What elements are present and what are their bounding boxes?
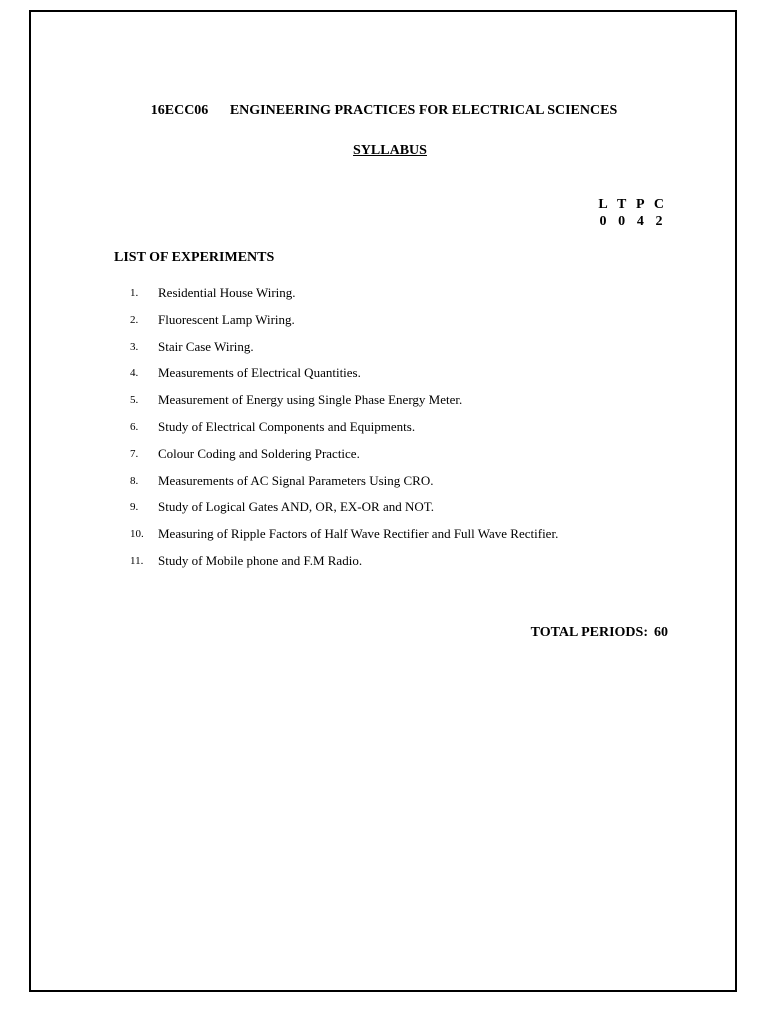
list-item-number: 2. xyxy=(130,313,139,326)
list-item-number: 6. xyxy=(130,420,139,433)
ltpc-label-l: L xyxy=(598,197,608,212)
list-item xyxy=(130,499,558,526)
ltpc-values-row xyxy=(596,213,666,230)
list-item-text: Residential House Wiring. xyxy=(158,285,296,300)
ltpc-value-c: 2 xyxy=(655,214,663,229)
ltpc-value-l: 0 xyxy=(599,214,607,229)
experiments-heading: LIST OF EXPERIMENTS xyxy=(114,250,275,265)
ltpc-value-t: 0 xyxy=(618,214,626,229)
list-item-number: 3. xyxy=(130,340,139,353)
list-item xyxy=(130,446,558,473)
list-item xyxy=(130,473,558,500)
list-item xyxy=(130,419,558,446)
ltpc-label-t: T xyxy=(616,197,627,212)
course-title xyxy=(0,103,768,119)
total-periods xyxy=(531,625,668,641)
list-item xyxy=(130,312,558,339)
list-item-number: 9. xyxy=(130,501,139,514)
list-item-text: Measurements of AC Signal Parameters Using CRO. xyxy=(158,472,434,488)
ltpc-label-c: C xyxy=(653,197,665,212)
ltpc-label-p: P xyxy=(636,197,645,212)
ltpc-labels-row xyxy=(596,196,666,213)
list-item-number: 5. xyxy=(130,394,139,407)
list-item xyxy=(130,365,558,392)
list-item xyxy=(130,339,558,366)
list-item xyxy=(130,553,558,580)
list-item-text: Measuring of Ripple Factors of Half Wave Rectifier and Full Wave Rectifier. xyxy=(158,526,559,542)
list-item-text: Study of Mobile phone and F.M Radio. xyxy=(158,552,363,568)
list-item-text: Measurements of Electrical Quantities. xyxy=(158,365,361,381)
list-item xyxy=(130,392,558,419)
list-item xyxy=(130,285,558,312)
ltpc-value-p: 4 xyxy=(636,214,644,229)
list-item-number: 8. xyxy=(130,474,139,487)
list-item-number: 11. xyxy=(130,554,144,567)
list-item-text: Colour Coding and Soldering Practice. xyxy=(158,445,360,461)
list-item-text: Study of Electrical Components and Equipments. xyxy=(158,418,416,434)
list-item xyxy=(130,526,558,553)
ltpc-table xyxy=(596,196,668,230)
list-item-text: Study of Logical Gates AND, OR, EX-OR and NOT. xyxy=(158,499,434,515)
list-item-number: 7. xyxy=(130,447,139,460)
list-item-text: Measurement of Energy using Single Phase Energy Meter. xyxy=(158,392,463,408)
total-periods-label: TOTAL PERIODS: xyxy=(530,625,648,640)
list-item-number: 4. xyxy=(130,367,139,380)
course-name: ENGINEERING PRACTICES FOR ELECTRICAL SCIENCES xyxy=(229,103,618,118)
list-item-number: 1. xyxy=(130,287,139,299)
syllabus-heading: SYLLABUS xyxy=(353,143,427,158)
list-item-text: Fluorescent Lamp Wiring. xyxy=(158,311,295,327)
list-item-number: 10. xyxy=(130,528,144,541)
list-item-text: Stair Case Wiring. xyxy=(158,338,254,354)
experiments-list xyxy=(130,285,558,580)
total-periods-value: 60 xyxy=(654,625,668,640)
course-code: 16ECC06 xyxy=(150,103,209,118)
